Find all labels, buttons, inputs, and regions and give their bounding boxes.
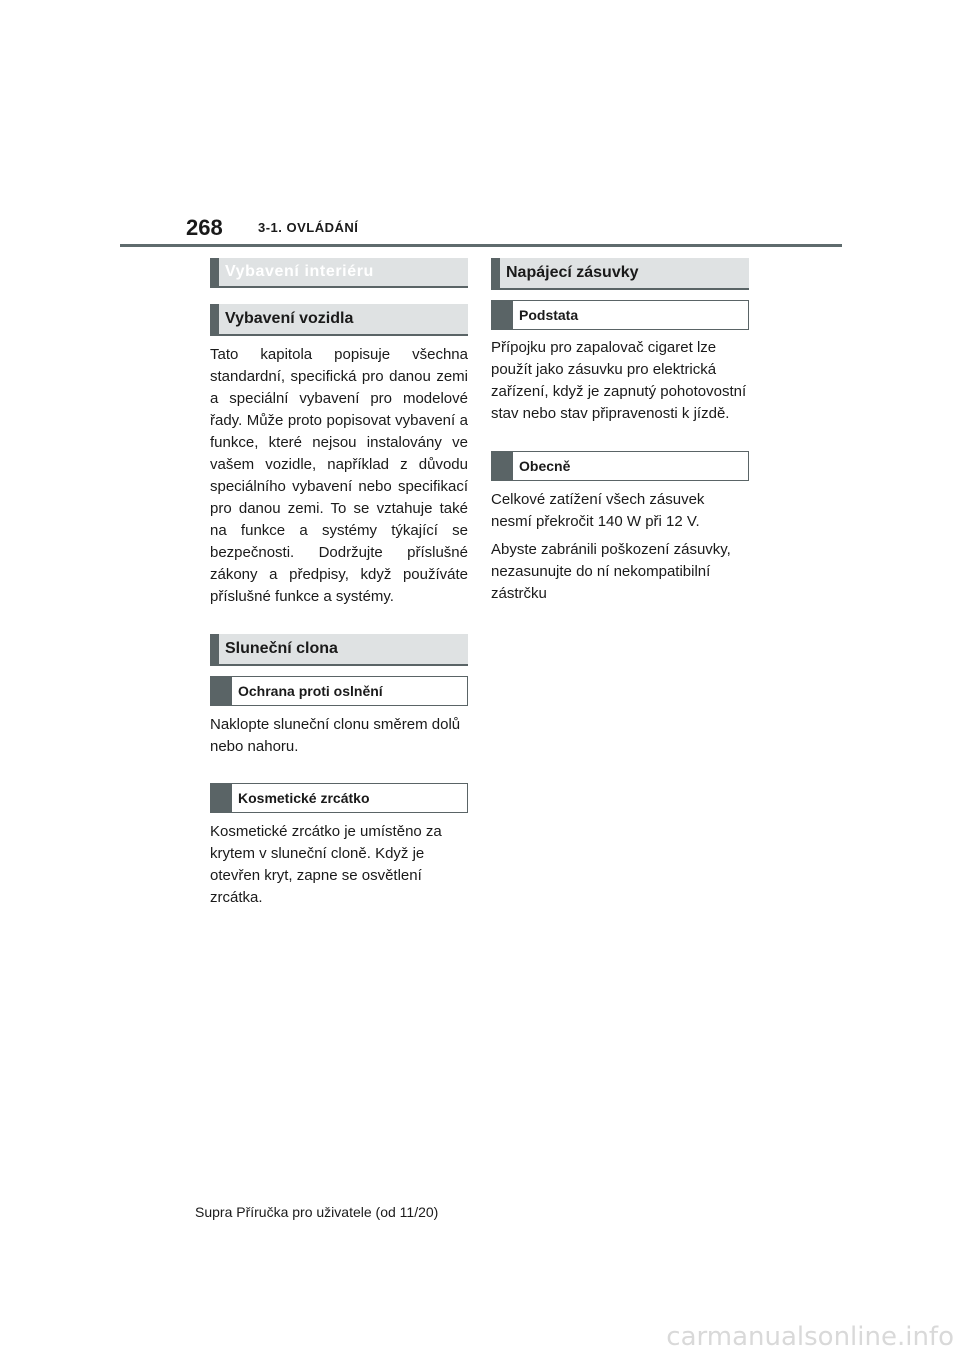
vanity-mirror-text: Kosmetické zrcátko je umístěno za krytem v sluneční cloně. Když je otevřen kryt, zapne se osvětlení zrcátka. (210, 823, 442, 906)
vehicle-equipment-text: Tato kapitola popisuje všechna standardní, specifická pro danou zemi a speciální vybavení pro modelové řady. Může proto popisovat vybavení a funkce, které nejsou instalovány ve vašem vozidle, například z důvodu speciálního vybavení nebo specifikací pro danou zemi. To se vztahuje také na funkce a systémy týkající se bezpečnosti. Dodržujte příslušné zákony a předpisy, když používáte příslušné funkce a systémy. (210, 346, 468, 605)
subheading-vehicle-equipment: Vybavení vozidla (210, 304, 468, 336)
principle-text: Přípojku pro zapalovač cigaret lze použít jako zásuvku pro elektrická zařízení, když je zapnutý pohotovostní stav nebo stav připravenosti k jízdě. (491, 339, 747, 422)
page-number: 268 (186, 215, 223, 240)
header-divider (120, 244, 842, 247)
box-heading-principle: Podstata (491, 300, 749, 330)
chapter-title: 3-1. OVLÁDÁNÍ (258, 220, 359, 235)
general-text-plug: Abyste zabránili poškození zásuvky, nezasunujte do ní nekompatibilní zástrčku (491, 541, 731, 602)
watermark: carmanualsonline.info (666, 1322, 954, 1352)
general-text-load: Celkové zatížení všech zásuvek nesmí překročit 140 W při 12 V. (491, 491, 705, 530)
subheading-sun-visor: Sluneční clona (210, 634, 468, 666)
right-column (491, 258, 749, 605)
footer-text: Supra Příručka pro uživatele (od 11/20) (195, 1204, 439, 1220)
left-column (210, 258, 468, 909)
section-heading-interior: Vybavení interiéru (210, 258, 468, 288)
box-heading-glare-protection: Ochrana proti oslnění (210, 676, 468, 706)
box-heading-vanity-mirror: Kosmetické zrcátko (210, 783, 468, 813)
glare-protection-text: Naklopte sluneční clonu směrem dolů nebo nahoru. (210, 716, 461, 755)
box-heading-general: Obecně (491, 451, 749, 481)
subheading-power-sockets: Napájecí zásuvky (491, 258, 749, 290)
